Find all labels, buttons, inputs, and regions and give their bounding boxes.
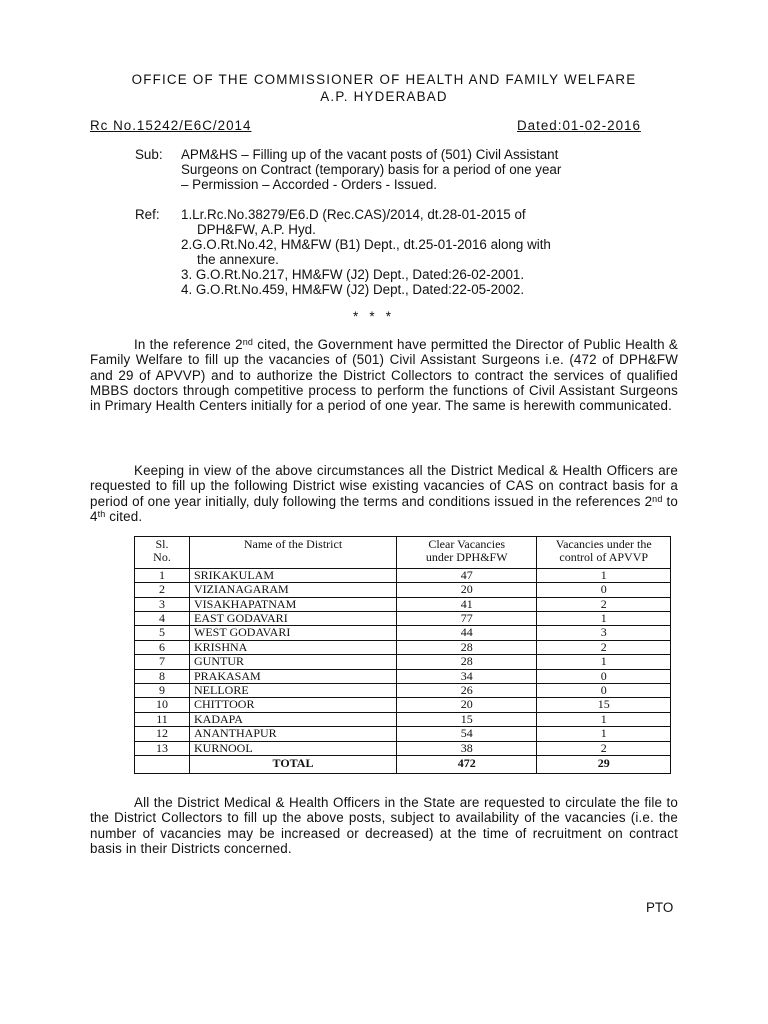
reference-1-cont: DPH&FW, A.P. Hyd.	[197, 222, 316, 237]
paragraph-3-text: All the District Medical & Health Officers in the State are requested to circulate the file to the District Collectors to fill up the above posts, subject to availability of the vacancies (i.e. the number of vacancies may be increased or decreased) at the time of recruitment on contract basis in their Districts concerned.	[90, 795, 678, 856]
total-empty-cell	[135, 756, 190, 774]
row-sl-no: 13	[135, 741, 190, 755]
row-sl-no: 1	[135, 568, 190, 582]
header-district: Name of the District	[190, 537, 397, 569]
reference-number: Rc No.15242/E6C/2014	[90, 118, 252, 133]
total-dph: 472	[397, 756, 537, 774]
row-dph-vacancies: 20	[397, 698, 537, 712]
reference-2: 2.G.O.Rt.No.42, HM&FW (B1) Dept., dt.25-01-2016 along with	[181, 237, 551, 252]
row-dph-vacancies: 28	[397, 640, 537, 654]
total-label: TOTAL	[190, 756, 397, 774]
reference-4: 4. G.O.Rt.No.459, HM&FW (J2) Dept., Dated:22-05-2002.	[181, 282, 525, 297]
row-apvvp-vacancies: 1	[537, 568, 671, 582]
row-district: WEST GODAVARI	[190, 626, 397, 640]
paragraph-1-text-a: In the reference 2	[134, 337, 243, 352]
row-district: VIZIANAGARAM	[190, 583, 397, 597]
reference-2-cont: the annexure.	[197, 252, 279, 267]
paragraph-2-text-a: Keeping in view of the above circumstances all the District Medical & Health Officers are requested to fill up the following District wise existing vacancies of CAS on contract basis for a period of one year initially, duly following the terms and conditions issued in the references 2	[90, 463, 678, 509]
paragraph-1-sup: nd	[242, 337, 254, 347]
row-apvvp-vacancies: 2	[537, 640, 671, 654]
row-dph-vacancies: 28	[397, 655, 537, 669]
row-dph-vacancies: 38	[397, 741, 537, 755]
table-row	[135, 597, 671, 611]
subject-line-3: – Permission – Accorded - Orders - Issued.	[181, 177, 438, 192]
row-district: VISAKHAPATNAM	[190, 597, 397, 611]
paragraph-2-text-c: cited.	[105, 508, 143, 524]
row-district: SRIKAKULAM	[190, 568, 397, 582]
row-apvvp-vacancies: 1	[537, 612, 671, 626]
row-dph-vacancies: 15	[397, 712, 537, 726]
section-separator: * * *	[353, 309, 391, 324]
row-apvvp-vacancies: 0	[537, 684, 671, 698]
row-district: GUNTUR	[190, 655, 397, 669]
row-district: KURNOOL	[190, 741, 397, 755]
row-apvvp-vacancies: 1	[537, 712, 671, 726]
table-row	[135, 741, 671, 755]
row-apvvp-vacancies: 1	[537, 655, 671, 669]
header-apvvp-vacancies: Vacancies under the control of APVVP	[537, 537, 671, 569]
table-header-row	[135, 537, 671, 569]
row-apvvp-vacancies: 2	[537, 597, 671, 611]
row-sl-no: 10	[135, 698, 190, 712]
paragraph-2-text-b: to 4	[90, 493, 678, 524]
row-sl-no: 3	[135, 597, 190, 611]
paragraph-2-sup-2: th	[97, 508, 106, 519]
table-row	[135, 727, 671, 741]
table-total-row	[135, 756, 671, 774]
row-sl-no: 7	[135, 655, 190, 669]
table-row	[135, 669, 671, 683]
row-district: KRISHNA	[190, 640, 397, 654]
vacancy-table	[134, 536, 671, 774]
total-apvvp: 29	[537, 756, 671, 774]
row-district: ANANTHAPUR	[190, 727, 397, 741]
row-dph-vacancies: 20	[397, 583, 537, 597]
row-district: NELLORE	[190, 684, 397, 698]
office-heading: OFFICE OF THE COMMISSIONER OF HEALTH AND FAMILY WELFARE	[131, 72, 637, 87]
row-dph-vacancies: 26	[397, 684, 537, 698]
row-dph-vacancies: 41	[397, 597, 537, 611]
table-row	[135, 655, 671, 669]
row-apvvp-vacancies: 0	[537, 583, 671, 597]
row-sl-no: 12	[135, 727, 190, 741]
row-district: EAST GODAVARI	[190, 612, 397, 626]
pto-marker: PTO	[646, 900, 674, 915]
paragraph-1-text-b: cited, the Government have permitted the Director of Public Health & Family Welfare to fill up the vacancies of (501) Civil Assistant Surgeons i.e. (472 of DPH&FW and 29 of APVVP) and to authorize the District Collectors to contract the services of qualified MBBS doctors through competitive process to perform the functions of Civil Assistant Surgeons in Primary Health Centers initially for a period of one year. The same is herewith communicated.	[90, 337, 678, 414]
row-sl-no: 2	[135, 583, 190, 597]
reference-1: 1.Lr.Rc.No.38279/E6.D (Rec.CAS)/2014, dt.28-01-2015 of	[181, 207, 526, 222]
row-sl-no: 5	[135, 626, 190, 640]
row-dph-vacancies: 54	[397, 727, 537, 741]
subject-label: Sub:	[135, 147, 163, 162]
subject-line-1: APM&HS – Filling up of the vacant posts of (501) Civil Assistant	[181, 147, 559, 162]
header-sl-no: Sl. No.	[135, 537, 190, 569]
table-row	[135, 583, 671, 597]
row-sl-no: 8	[135, 669, 190, 683]
references-label: Ref:	[135, 207, 160, 222]
table-row	[135, 568, 671, 582]
table-row	[135, 684, 671, 698]
paragraph-1	[90, 337, 678, 413]
row-district: PRAKASAM	[190, 669, 397, 683]
table-row	[135, 626, 671, 640]
document-date: Dated:01-02-2016	[517, 118, 641, 133]
paragraph-3	[90, 795, 678, 856]
row-district: CHITTOOR	[190, 698, 397, 712]
paragraph-2-sup-1: nd	[652, 493, 663, 504]
table-row	[135, 640, 671, 654]
row-dph-vacancies: 47	[397, 568, 537, 582]
subject-line-2: Surgeons on Contract (temporary) basis for a period of one year	[181, 162, 562, 177]
row-dph-vacancies: 44	[397, 626, 537, 640]
row-sl-no: 11	[135, 712, 190, 726]
row-sl-no: 4	[135, 612, 190, 626]
header-dph-vacancies: Clear Vacancies under DPH&FW	[397, 537, 537, 569]
reference-3: 3. G.O.Rt.No.217, HM&FW (J2) Dept., Dated:26-02-2001.	[181, 267, 525, 282]
row-dph-vacancies: 77	[397, 612, 537, 626]
table-row	[135, 698, 671, 712]
row-apvvp-vacancies: 3	[537, 626, 671, 640]
row-sl-no: 9	[135, 684, 190, 698]
row-dph-vacancies: 34	[397, 669, 537, 683]
row-apvvp-vacancies: 15	[537, 698, 671, 712]
row-sl-no: 6	[135, 640, 190, 654]
row-district: KADAPA	[190, 712, 397, 726]
row-apvvp-vacancies: 2	[537, 741, 671, 755]
table-row	[135, 712, 671, 726]
row-apvvp-vacancies: 1	[537, 727, 671, 741]
table-row	[135, 612, 671, 626]
paragraph-2	[90, 463, 678, 524]
row-apvvp-vacancies: 0	[537, 669, 671, 683]
office-location: A.P. HYDERABAD	[320, 89, 448, 104]
